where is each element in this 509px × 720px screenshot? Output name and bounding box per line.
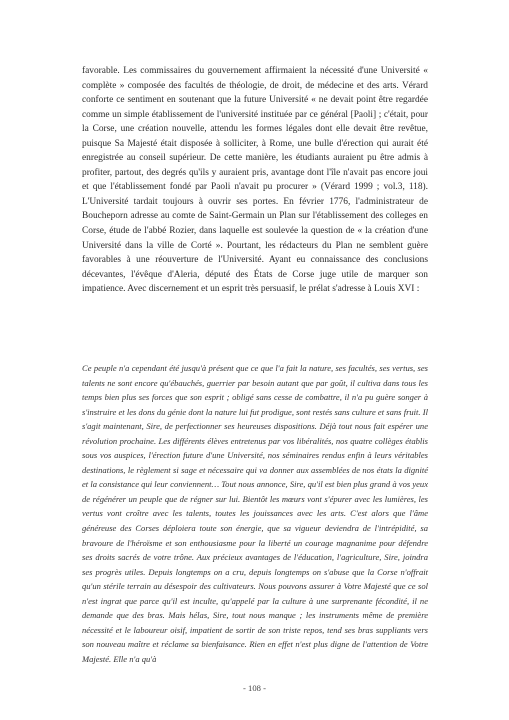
page-number: - 108 - — [243, 683, 266, 693]
block-quote — [82, 361, 428, 666]
body-text — [82, 64, 428, 297]
body-paragraph: favorable. Les commissaires du gouvernement affirmaient la nécessité d'une Université « complète » composée des facultés de théologie, de droit, de médecine et des arts. Vérard conforte ce sentiment en soutenant que la future Université « ne devait point être regardée comme un simple établissement de l'université instituée par ce général [Paoli] ; c'était, pour la Corse, une création nouvelle, attendu les formes légales dont elle devait être revêtue, puisque Sa Majesté était disposée à solliciter, à Rome, une bulle d'érection qui aurait été enregistrée au conseil supérieur. De cette manière, les étudiants auraient pu être admis à profiter, partout, des degrés qu'ils y auraient pris, avantage dont l'île n'avait pas encore joui et que l'établissement fondé par Paoli n'avait pu procurer » (Vérard 1999 ; vol.3, 118). L'Université tardait toujours à ouvrir ses portes. En février 1776, l'administrateur de Boucheporn adresse au comte de Saint-Germain un Plan sur l'établissement des colleges en Corse, étude de l'abbé Rozier, dans laquelle est soulevée la question de « la création d'une Université dans la ville de Corté ». Pourtant, les rédacteurs du Plan ne semblent guère favorables à une réouverture de l'Université. Ayant eu connaissance des conclusions décevantes, l'évêque d'Aleria, député des États de Corse juge utile de marquer son impatience. Avec discernement et un esprit très persuasif, le prélat s'adresse à Louis XVI : — [82, 66, 428, 295]
quote-paragraph: Ce peuple n'a cependant été jusqu'à présent que ce que l'a fait la nature, ses facultés, ses vertus, ses talents ne sont encore qu'ébauchés, guerrier par besoin autant que par goût, il cultiva dans tous les temps bien plus ses forces que son esprit ; obligé sans cesse de combattre, il n'a pu guère songer à s'instruire et les dons du génie dont la nature lui fut prodigue, sont restés sans culture et sans fruit. Il s'agit maintenant, Sire, de perfectionner ses heureuses dispositions. Déjà tout nous fait espérer une révolution prochaine. Les différents élèves entretenus par vos libéralités, nos quatre collèges établis sous vos auspices, l'érection future d'une Université, nos séminaires rendus enfin à leurs véritables destinations, le règlement si sage et nécessaire qui va donner aux assemblées de nos états la dignité et la consistance qui leur conviennent… Tout nous annonce, Sire, qu'il est bien plus grand à vos yeux de régénérer un peuple que de régner sur lui. Bientôt les mœurs vont s'épurer avec les lumières, les vertus vont croître avec les talents, toutes les jouissances avec les arts. C'est alors que l'âme généreuse des Corses déploiera toute son énergie, que sa vigueur deviendra de l'intrépidité, sa bravoure de l'héroïsme et son enthousiasme pour la liberté un courage magnanime pour défendre ses droits sacrés de votre trône. Aux précieux avantages de l'éducation, l'agriculture, Sire, joindra ses progrès utiles. Depuis longtemps on a cru, depuis longtemps on s'abuse que la Corse n'offrait qu'un stérile terrain au désespoir des cultivateurs. Nous pouvons assurer à Votre Majesté que ce sol n'est ingrat que parce qu'il est inculte, qu'appelé par la culture à une surprenante fécondité, il ne demande que des bras. Mais hélas, Sire, tout nous manque ; les instruments même de première nécessité et le laboureur oisif, impatient de sortir de son triste repos, tend ses bras suppliants vers son nouveau maître et réclame sa bienfaisance. Rien en effet n'est plus digne de l'attention de Votre Majesté. Elle n'a qu'à — [82, 363, 428, 664]
